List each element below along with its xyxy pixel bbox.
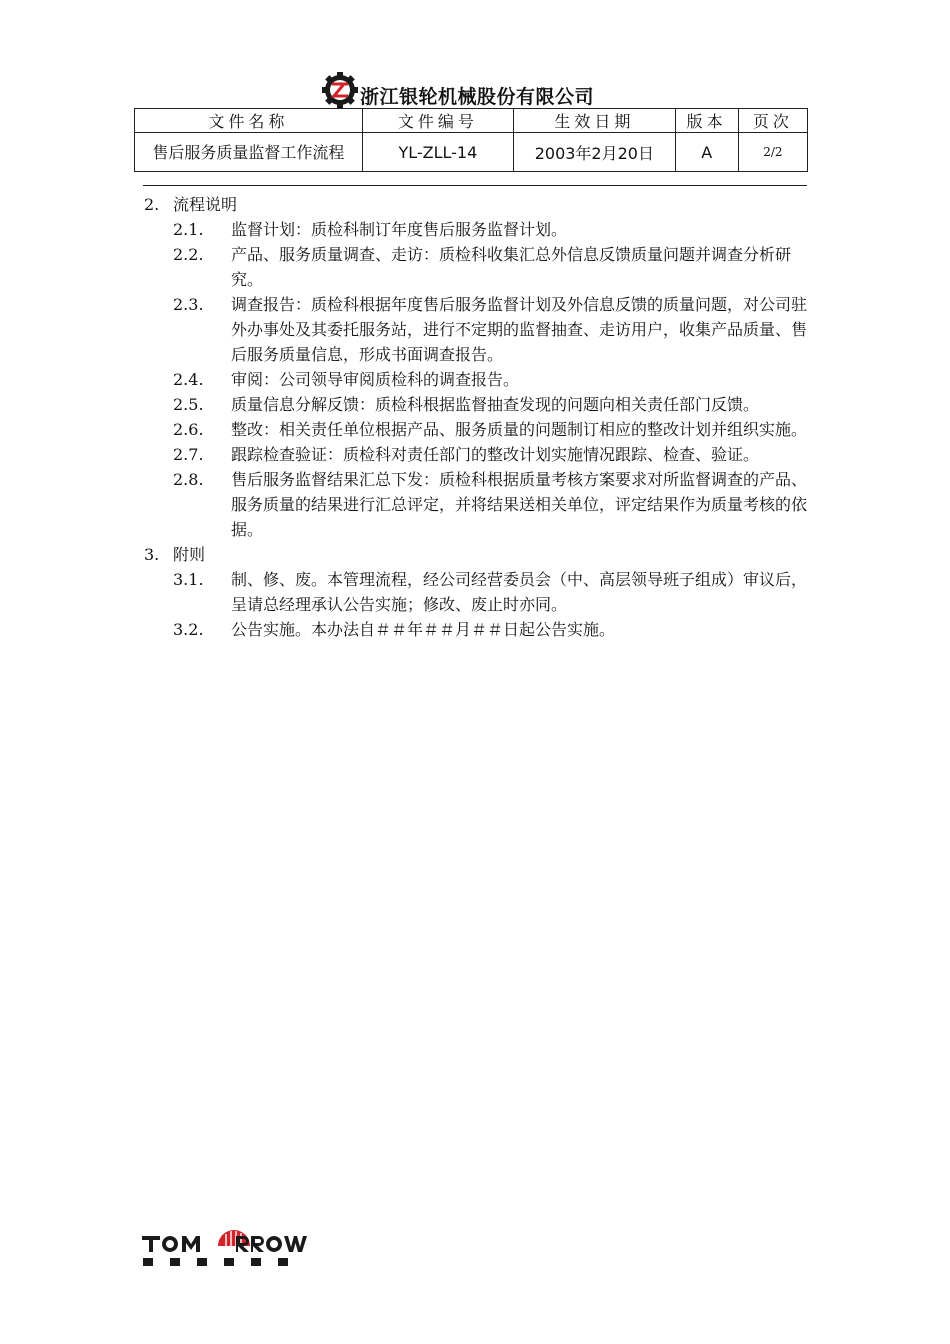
list-item — [173, 242, 814, 292]
section-number: 2. — [144, 195, 160, 214]
company-gear-logo-icon — [320, 70, 360, 110]
item-text: 产品、服务质量调查、走访：质检科收集汇总外信息反馈质量问题并调查分析研究。 — [231, 245, 792, 289]
table-header-row — [135, 109, 808, 133]
list-item — [173, 217, 814, 242]
item-number: 3.1. — [173, 570, 204, 589]
document-info-table — [134, 108, 808, 172]
item-number: 2.6. — [173, 420, 204, 439]
list-item — [173, 367, 814, 392]
item-number: 2.1. — [173, 220, 204, 239]
item-text: 售后服务监督结果汇总下发：质检科根据质量考核方案要求对所监督调查的产品、服务质量的结果进行汇总评定，并将结果送相关单位，评定结果作为质量考核的依据。 — [231, 470, 808, 539]
section-heading — [144, 542, 814, 567]
header-doc-code: 文件编号 — [362, 109, 513, 133]
doc-code-value: YL-ZLL-14 — [362, 133, 513, 172]
tomorrow-brand-logo-icon — [140, 1210, 310, 1270]
doc-name-value: 售后服务质量监督工作流程 — [135, 133, 363, 172]
item-number: 2.8. — [173, 470, 204, 489]
version-value: A — [675, 133, 738, 172]
item-number: 2.5. — [173, 395, 204, 414]
table-value-row — [135, 133, 808, 172]
section-title: 流程说明 — [173, 195, 238, 214]
item-text: 质量信息分解反馈：质检科根据监督抽查发现的问题向相关责任部门反馈。 — [231, 395, 760, 414]
header-effective-date: 生效日期 — [514, 109, 675, 133]
list-item — [173, 617, 814, 642]
company-name: 浙江银轮机械股份有限公司 — [360, 86, 595, 108]
item-text: 公告实施。本办法自＃＃年＃＃月＃＃日起公告实施。 — [231, 620, 616, 639]
list-item — [173, 467, 814, 542]
item-number: 2.7. — [173, 445, 204, 464]
header-version: 版本 — [675, 109, 738, 133]
header-doc-name: 文件名称 — [135, 109, 363, 133]
header-page: 页次 — [738, 109, 807, 133]
list-item — [173, 442, 814, 467]
item-text: 整改：相关责任单位根据产品、服务质量的问题制订相应的整改计划并组织实施。 — [231, 420, 808, 439]
item-number: 2.3. — [173, 295, 204, 314]
item-text: 跟踪检查验证：质检科对责任部门的整改计划实施情况跟踪、检查、验证。 — [231, 445, 760, 464]
effective-date-value: 2003年2月20日 — [514, 133, 675, 172]
list-item — [173, 292, 814, 367]
item-number: 2.2. — [173, 245, 204, 264]
item-number: 2.4. — [173, 370, 204, 389]
section-heading — [144, 192, 814, 217]
document-header — [320, 70, 640, 110]
section-number: 3. — [144, 545, 160, 564]
header-divider — [143, 185, 807, 186]
list-item — [173, 392, 814, 417]
item-text: 制、修、废。本管理流程，经公司经营委员会（中、高层领导班子组成）审议后，呈请总经理承认公告实施；修改、废止时亦同。 — [231, 570, 808, 614]
list-item — [173, 567, 814, 617]
section-title: 附则 — [173, 545, 206, 564]
item-text: 监督计划：质检科制订年度售后服务监督计划。 — [231, 220, 568, 239]
list-item — [173, 417, 814, 442]
item-number: 3.2. — [173, 620, 204, 639]
item-text: 审阅：公司领导审阅质检科的调查报告。 — [231, 370, 520, 389]
item-text: 调查报告：质检科根据年度售后服务监督计划及外信息反馈的质量问题，对公司驻外办事处及其委托服务站，进行不定期的监督抽查、走访用户，收集产品质量、售后服务质量信息，形成书面调查报告。 — [231, 295, 808, 364]
page-value: 2/2 — [738, 133, 807, 172]
document-body — [144, 192, 814, 642]
